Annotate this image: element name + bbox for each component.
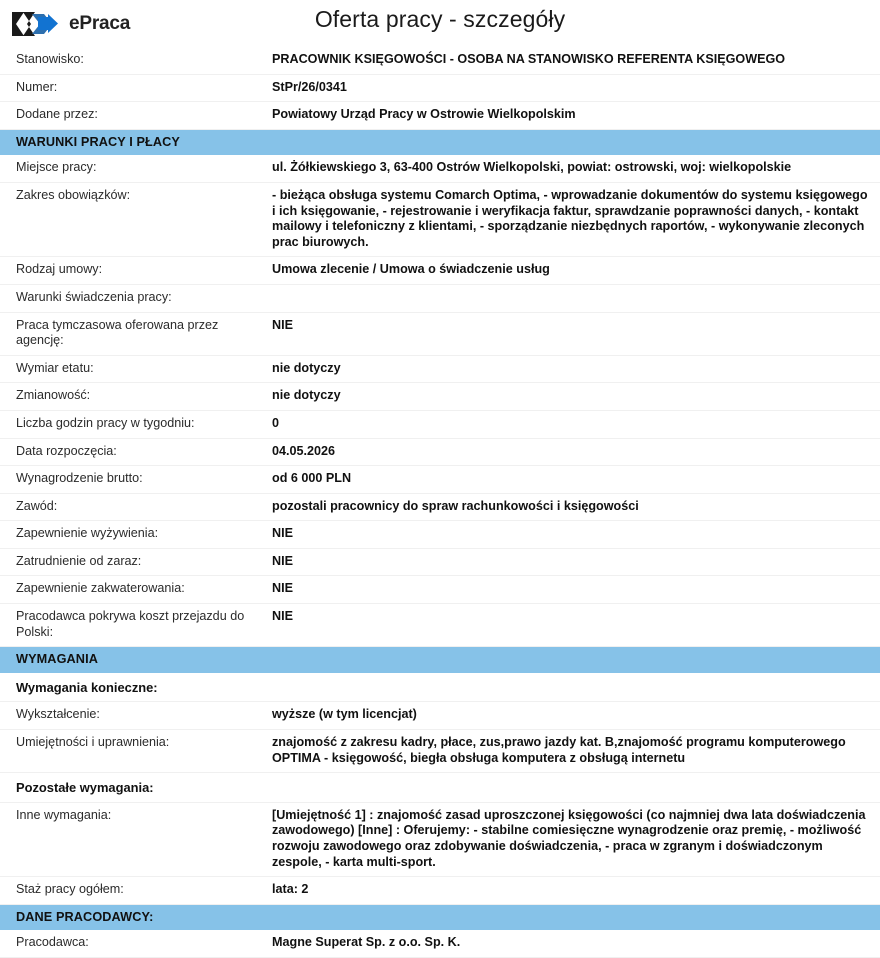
field-label: Warunki świadczenia pracy:	[0, 284, 256, 312]
field-value: Magne Superat Sp. z o.o. Sp. K.	[256, 930, 880, 957]
field-value: wyższe (w tym licencjat)	[256, 702, 880, 730]
table-row	[0, 182, 880, 256]
field-value: nie dotyczy	[256, 355, 880, 383]
section-header-label: DANE PRACODAWCY:	[0, 904, 880, 930]
table-row	[0, 548, 880, 576]
table-row	[0, 702, 880, 730]
field-value: od 6 000 PLN	[256, 466, 880, 494]
field-label: Numer:	[0, 74, 256, 102]
field-label: Inne wymagania:	[0, 802, 256, 876]
field-label: Liczba godzin pracy w tygodniu:	[0, 410, 256, 438]
subsection-header-label: Pozostałe wymagania:	[0, 773, 880, 803]
field-value: NIE	[256, 548, 880, 576]
field-value: nie dotyczy	[256, 383, 880, 411]
field-value: NIE	[256, 604, 880, 647]
subsection-header-row	[0, 673, 880, 702]
field-value: Umowa zlecenie / Umowa o świadczenie usług	[256, 257, 880, 285]
field-value: znajomość z zakresu kadry, płace, zus,prawo jazdy kat. B,znajomość programu komputerowego OPTIMA - księgowość, biegła obsługa komputera z obsługą internetu	[256, 730, 880, 773]
job-details-body	[0, 47, 880, 957]
job-details-table	[0, 47, 880, 958]
field-label: Dodane przez:	[0, 102, 256, 130]
field-label: Zawód:	[0, 493, 256, 521]
table-row	[0, 521, 880, 549]
table-row	[0, 383, 880, 411]
field-value: NIE	[256, 521, 880, 549]
field-label: Rodzaj umowy:	[0, 257, 256, 285]
section-header-label: WARUNKI PRACY I PŁACY	[0, 129, 880, 155]
field-label: Umiejętności i uprawnienia:	[0, 730, 256, 773]
field-value: 04.05.2026	[256, 438, 880, 466]
field-label: Zapewnienie zakwaterowania:	[0, 576, 256, 604]
subsection-header-row	[0, 773, 880, 803]
table-row	[0, 257, 880, 285]
field-value: lata: 2	[256, 877, 880, 905]
table-row	[0, 576, 880, 604]
field-value: NIE	[256, 312, 880, 355]
field-label: Zatrudnienie od zaraz:	[0, 548, 256, 576]
table-row	[0, 155, 880, 182]
field-value: StPr/26/0341	[256, 74, 880, 102]
section-header-row	[0, 129, 880, 155]
field-label: Staż pracy ogółem:	[0, 877, 256, 905]
field-label: Pracodawca:	[0, 930, 256, 957]
page-title: Oferta pracy - szczegóły	[314, 6, 566, 32]
section-header-row	[0, 904, 880, 930]
field-label: Pracodawca pokrywa koszt przejazdu do Polski:	[0, 604, 256, 647]
field-label: Zakres obowiązków:	[0, 182, 256, 256]
field-label: Data rozpoczęcia:	[0, 438, 256, 466]
table-row	[0, 493, 880, 521]
field-value: [Umiejętność 1] : znajomość zasad uproszczonej księgowości (co najmniej dwa lata doświadczenia zawodowego) [Inne] : Oferujemy: - stabilne comiesięczne wynagrodzenie oraz premię, - możliwość rozwoju zawodowego oraz zdobywanie doświadczenia, - praca w zgranym i doświadczonym zespole, - karta multi-sport.	[256, 802, 880, 876]
field-value: NIE	[256, 576, 880, 604]
field-label: Zmianowość:	[0, 383, 256, 411]
subsection-header-label: Wymagania konieczne:	[0, 673, 880, 702]
brand-name: ePraca	[69, 12, 131, 34]
field-value	[256, 284, 880, 312]
table-row	[0, 410, 880, 438]
field-label: Miejsce pracy:	[0, 155, 256, 182]
field-value: Powiatowy Urząd Pracy w Ostrowie Wielkopolskim	[256, 102, 880, 130]
table-row	[0, 802, 880, 876]
section-header-row	[0, 647, 880, 673]
table-row	[0, 877, 880, 905]
field-label: Stanowisko:	[0, 47, 256, 74]
field-label: Wykształcenie:	[0, 702, 256, 730]
field-label: Wymiar etatu:	[0, 355, 256, 383]
table-row	[0, 47, 880, 74]
table-row	[0, 930, 880, 957]
table-row	[0, 604, 880, 647]
field-value: 0	[256, 410, 880, 438]
field-value: - bieżąca obsługa systemu Comarch Optima, - wprowadzanie dokumentów do systemu księgowego i ich księgowanie, - rejestrowanie i weryfikacja faktur, sprawdzanie poprawności danych, - kontakt mailowy i telefoniczny z klientami, - sporządzanie niezbędnych raportów, - wykonywanie zleconych prac biurowych.	[256, 182, 880, 256]
page-header	[0, 0, 880, 47]
table-row	[0, 466, 880, 494]
table-row	[0, 312, 880, 355]
table-row	[0, 102, 880, 130]
table-row	[0, 284, 880, 312]
field-label: Wynagrodzenie brutto:	[0, 466, 256, 494]
section-header-label: WYMAGANIA	[0, 647, 880, 673]
field-value: ul. Żółkiewskiego 3, 63-400 Ostrów Wielkopolski, powiat: ostrowski, woj: wielkopolskie	[256, 155, 880, 182]
table-row	[0, 74, 880, 102]
table-row	[0, 438, 880, 466]
table-row	[0, 355, 880, 383]
table-row	[0, 730, 880, 773]
field-label: Praca tymczasowa oferowana przez agencję:	[0, 312, 256, 355]
field-label: Zapewnienie wyżywienia:	[0, 521, 256, 549]
field-value: pozostali pracownicy do spraw rachunkowości i księgowości	[256, 493, 880, 521]
field-value: PRACOWNIK KSIĘGOWOŚCI - OSOBA NA STANOWISKO REFERENTA KSIĘGOWEGO	[256, 47, 880, 74]
